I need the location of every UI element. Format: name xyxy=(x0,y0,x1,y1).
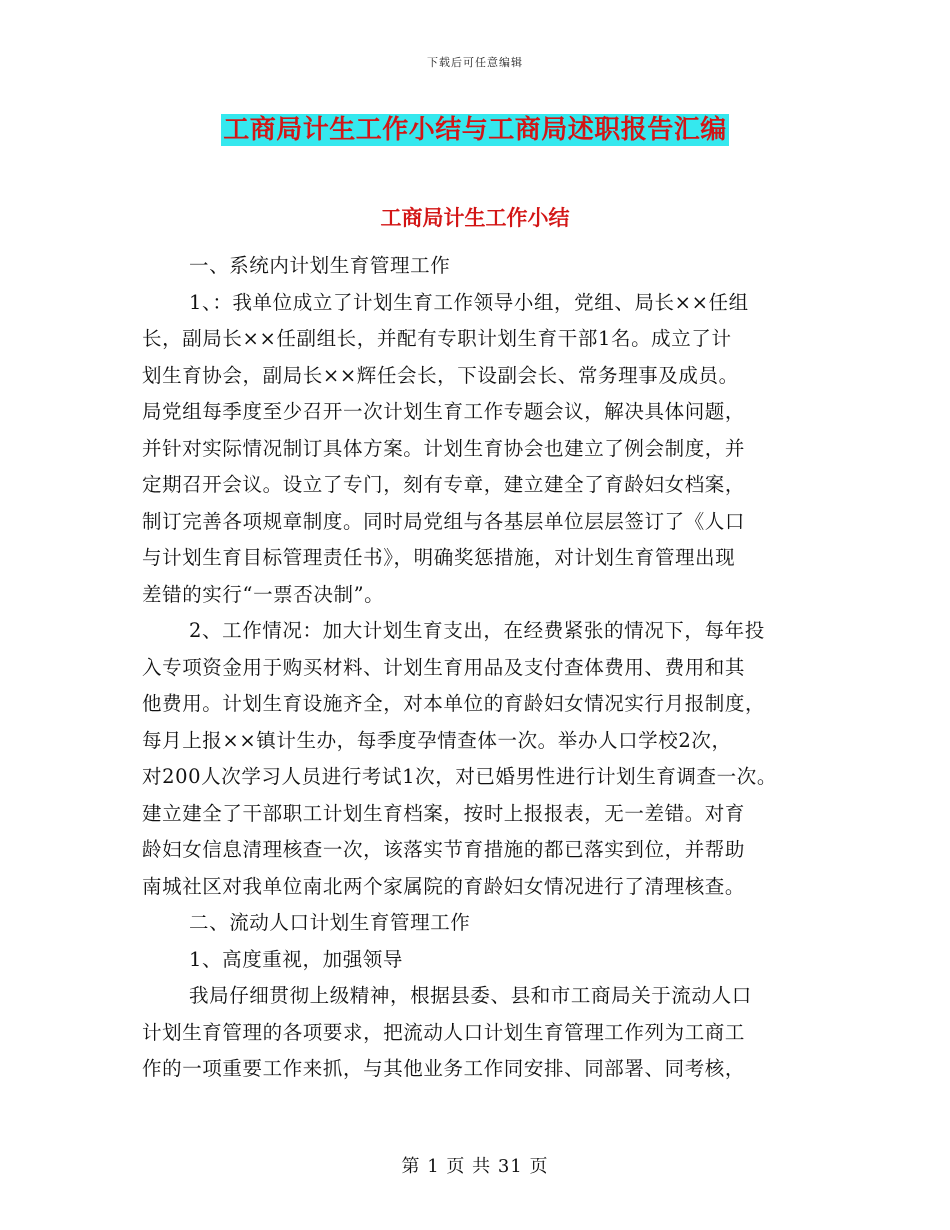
text-line: 长，副局长××任副组长，并配有专职计划生育干部1名。成立了计 xyxy=(142,327,732,350)
page-number: 第 1 页 共 31 页 xyxy=(401,1156,549,1177)
text-line: 与计划生育目标管理责任书》，明确奖惩措施，对计划生育管理出现 xyxy=(142,546,736,569)
main-title: 工商局计生工作小结与工商局述职报告汇编 xyxy=(223,115,727,145)
section-title: 工商局计生工作小结 xyxy=(380,206,570,230)
text-line: 计划生育管理的各项要求，把流动人口计划生育管理工作列为工商工 xyxy=(142,1020,746,1044)
text-line: 并针对实际情况制订具体方案。计划生育协会也建立了例会制度，并 xyxy=(142,436,746,460)
text-line: 龄妇女信息清理核查一次，该落实节育措施的都已落实到位，并帮助 xyxy=(142,838,746,861)
text-line: 一、系统内计划生育管理工作 xyxy=(189,254,451,277)
body-text xyxy=(142,248,832,1088)
text-line: 制订完善各项规章制度。同时局党组与各基层单位层层签订了《人口 xyxy=(142,509,746,533)
text-line: 局党组每季度至少召开一次计划生育工作专题会议，解决具体问题， xyxy=(142,400,746,423)
text-line: 他费用。计划生育设施齐全，对本单位的育龄妇女情况实行月报制度， xyxy=(142,692,766,715)
text-line: 定期召开会议。设立了专门，刻有专章，建立建全了育龄妇女档案， xyxy=(142,473,746,496)
text-line: 对200人次学习人员进行考试1次，对已婚男性进行计划生育调查一次。 xyxy=(142,765,777,788)
main-title-wrap xyxy=(0,114,950,146)
text-line: 1、高度重视，加强领导 xyxy=(189,947,404,971)
text-line: 南城社区对我单位南北两个家属院的育龄妇女情况进行了清理核查。 xyxy=(142,874,746,898)
header-note: 下载后可任意编辑 xyxy=(427,56,523,69)
text-line: 每月上报××镇计生办，每季度孕情查体一次。举办人口学校2次， xyxy=(142,728,732,752)
text-line: 2、工作情况：加大计划生育支出，在经费紧张的情况下，每年投 xyxy=(189,619,765,642)
text-line: 1、：我单位成立了计划生育工作领导小组，党组、局长××任组 xyxy=(189,290,749,314)
text-line: 我局仔细贯彻上级精神，根据县委、县和市工商局关于流动人口 xyxy=(189,984,752,1007)
text-line: 作的一项重要工作来抓，与其他业务工作同安排、同部署、同考核， xyxy=(142,1057,746,1080)
text-line: 差错的实行“一票否决制”。 xyxy=(142,582,385,606)
text-line: 二、流动人口计划生育管理工作 xyxy=(189,911,471,934)
text-line: 建立建全了干部职工计划生育档案，按时上报报表，无一差错。对育 xyxy=(142,801,746,825)
text-line: 入专项资金用于购买材料、计划生育用品及支付查体费用、费用和其 xyxy=(142,655,746,679)
text-line: 划生育协会，副局长××辉任会长，下设副会长、常务理事及成员。 xyxy=(142,363,739,387)
